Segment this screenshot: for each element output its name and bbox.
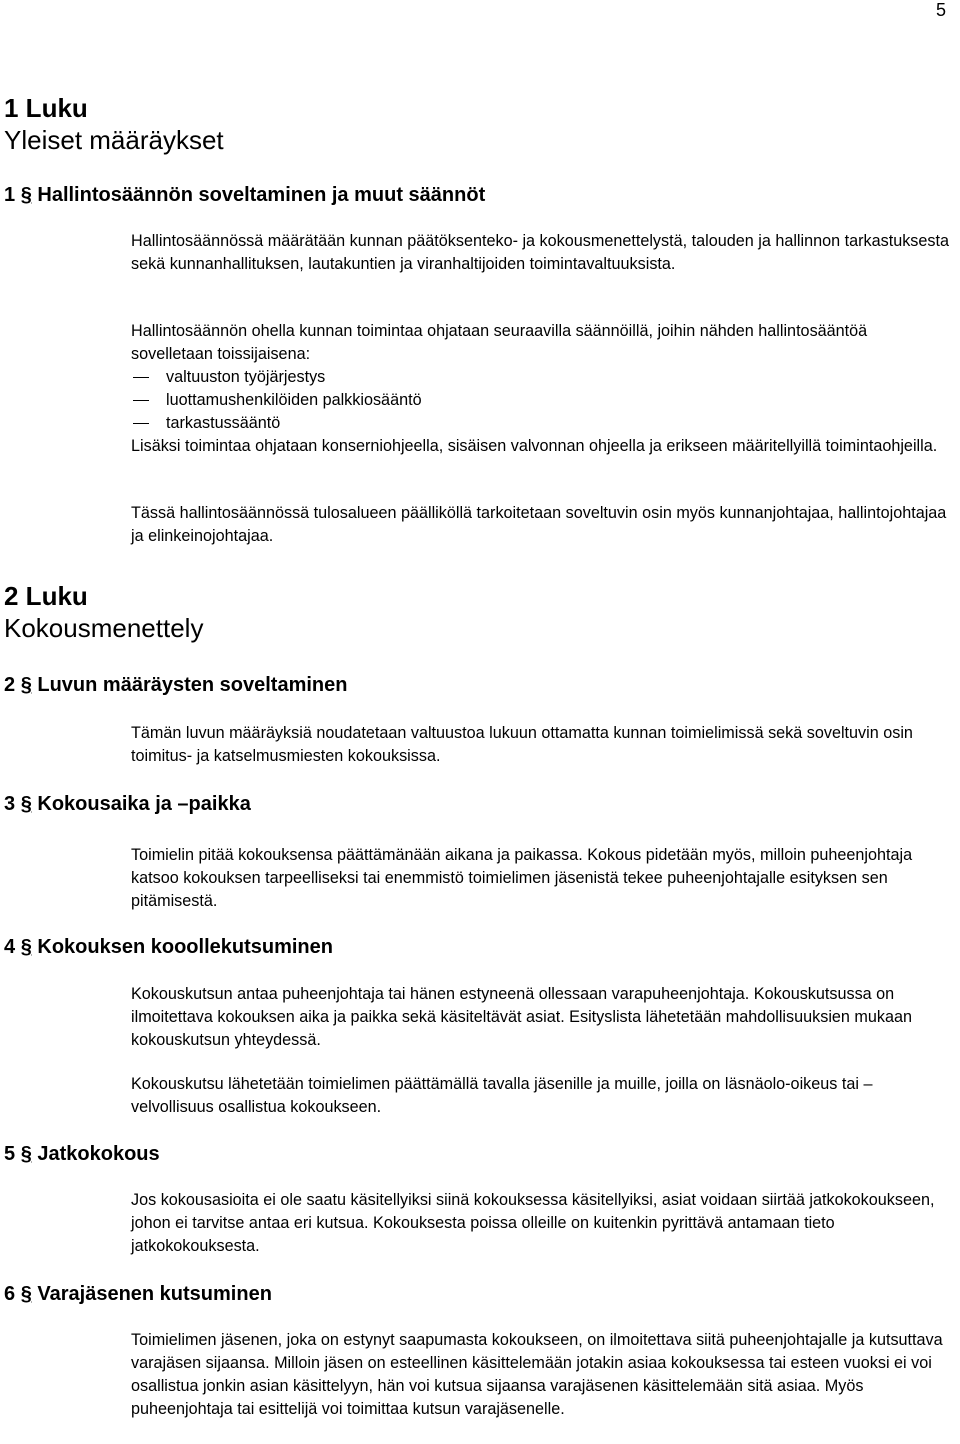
paragraph-text: Toimielimen jäsenen, joka on estynyt saapumasta kokoukseen, on ilmoitettava siitä puheenjohtajalle ja kutsuttava varajäsen sijaansa. Milloin jäsen on esteellinen käsittelemään jotakin asiaa kokouksessa tai esteen vuoksi ei voi osallistua jonkin asian käsittelyyn, hän voi kutsua sijaansa varajäsenen käsittelemään sitä asiaa. Myös puheenjohtaja tai esittelijä voi toimittaa kutsun varajäsenelle. <box>131 1331 943 1418</box>
section-number: 4 <box>4 936 16 958</box>
paragraph-text: Jos kokousasioita ei ole saatu käsitellyiksi siinä kokouksessa käsitellyiksi, asiat voidaan siirtää jatkokokoukseen, johon ei tarvitse antaa eri kutsua. Kokouksesta poissa olleille on kuitenkin pyrittävä antamaan tieto jatkokokouksesta. <box>131 1191 935 1255</box>
dash-bullet-icon <box>133 400 149 401</box>
section-symbol: § <box>20 936 32 958</box>
paragraph-text: Tässä hallintosäännössä tulosalueen päälliköllä tarkoitetaan soveltuvin osin myös kunnanjohtajaa, hallintojohtajaa ja elinkeinojohtajaa. <box>131 504 947 545</box>
section-2-paragraph-1 <box>131 722 953 768</box>
list-item <box>131 366 953 389</box>
section-number: 1 <box>4 184 16 206</box>
list-item <box>131 389 953 412</box>
chapter-title: Yleiset määräykset <box>4 125 224 155</box>
list-item <box>131 412 953 435</box>
section-title: Kokouksen kooollekutsuminen <box>37 936 333 958</box>
list-item-label: luottamushenkilöiden palkkiosääntö <box>166 391 422 409</box>
section-number: 6 <box>4 1283 16 1305</box>
section-1-paragraph-1 <box>131 230 953 276</box>
list-item-label: tarkastussääntö <box>166 414 281 432</box>
section-1-paragraph-2 <box>131 320 953 458</box>
paragraph-text: Kokouskutsun antaa puheenjohtaja tai hänen estyneenä ollessaan varapuheenjohtaja. Kokouskutsussa on ilmoitettava kokouksen aika ja paikka sekä käsiteltävät asiat. Esityslista lähetetään mahdollisuuksien mukaan kokouskutsun yhteydessä. <box>131 985 913 1049</box>
section-number: 3 <box>4 793 16 815</box>
section-symbol: § <box>20 1143 32 1165</box>
list-item-label: valtuuston työjärjestys <box>166 368 326 386</box>
section-3-paragraph-1 <box>131 844 953 913</box>
section-heading-6 <box>4 1282 272 1306</box>
section-symbol: § <box>20 1283 32 1305</box>
section-title: Varajäsenen kutsuminen <box>37 1283 272 1305</box>
dash-bullet-icon <box>133 377 149 378</box>
section-number: 5 <box>4 1143 16 1165</box>
section-number: 2 <box>4 674 16 696</box>
section-heading-3 <box>4 792 251 816</box>
chapter-heading-1 <box>4 92 224 156</box>
dash-bullet-icon <box>133 423 149 424</box>
chapter-number: 2 Luku <box>4 581 88 611</box>
section-4-paragraph-1 <box>131 983 953 1052</box>
page-number: 5 <box>935 0 946 20</box>
section-title: Hallintosäännön soveltaminen ja muut säännöt <box>37 184 486 206</box>
section-heading-1 <box>4 183 485 207</box>
section-heading-5 <box>4 1142 160 1166</box>
section-title: Jatkokokous <box>37 1143 160 1165</box>
section-symbol: § <box>20 793 32 815</box>
section-heading-2 <box>4 673 347 697</box>
paragraph-text: Kokouskutsu lähetetään toimielimen päättämällä tavalla jäsenille ja muille, joilla on läsnäolo-oikeus tai –velvollisuus osallistua kokoukseen. <box>131 1075 873 1116</box>
section-symbol: § <box>20 674 32 696</box>
section-title: Luvun määräysten soveltaminen <box>37 674 348 696</box>
section-5-paragraph-1 <box>131 1189 953 1258</box>
paragraph-text: Hallintosäännössä määrätään kunnan päätöksenteko- ja kokousmenettelystä, talouden ja hallinnon tarkastuksesta sekä kunnanhallituksen, lautakuntien ja viranhaltijoiden toimintavaltuuksista. <box>131 232 949 273</box>
section-6-paragraph-1 <box>131 1329 953 1421</box>
section-1-paragraph-3 <box>131 502 953 548</box>
section-4-paragraph-2 <box>131 1073 953 1119</box>
chapter-heading-2 <box>4 580 203 644</box>
section-heading-4 <box>4 935 333 959</box>
paragraph-text: Lisäksi toimintaa ohjataan konserniohjeella, sisäisen valvonnan ohjeella ja erikseen määritellyillä toimintaohjeilla. <box>131 437 938 455</box>
paragraph-text: Hallintosäännön ohella kunnan toimintaa ohjataan seuraavilla säännöillä, joihin nähden hallintosääntöä sovelletaan toissijaisena: <box>131 322 868 363</box>
section-symbol: § <box>20 184 32 206</box>
paragraph-text: Tämän luvun määräyksiä noudatetaan valtuustoa lukuun ottamatta kunnan toimielimissä sekä soveltuvin osin toimitus- ja katselmusmiesten kokouksissa. <box>131 724 913 765</box>
rules-list <box>131 366 953 435</box>
chapter-number: 1 Luku <box>4 93 88 123</box>
section-title: Kokousaika ja –paikka <box>37 793 251 815</box>
chapter-title: Kokousmenettely <box>4 613 204 643</box>
paragraph-text: Toimielin pitää kokouksensa päättämänään aikana ja paikassa. Kokous pidetään myös, milloin puheenjohtaja katsoo kokouksen tarpeelliseksi tai enemmistö toimielimen jäsenistä tekee puheenjohtajalle esityksen sen pitämisestä. <box>131 846 913 910</box>
